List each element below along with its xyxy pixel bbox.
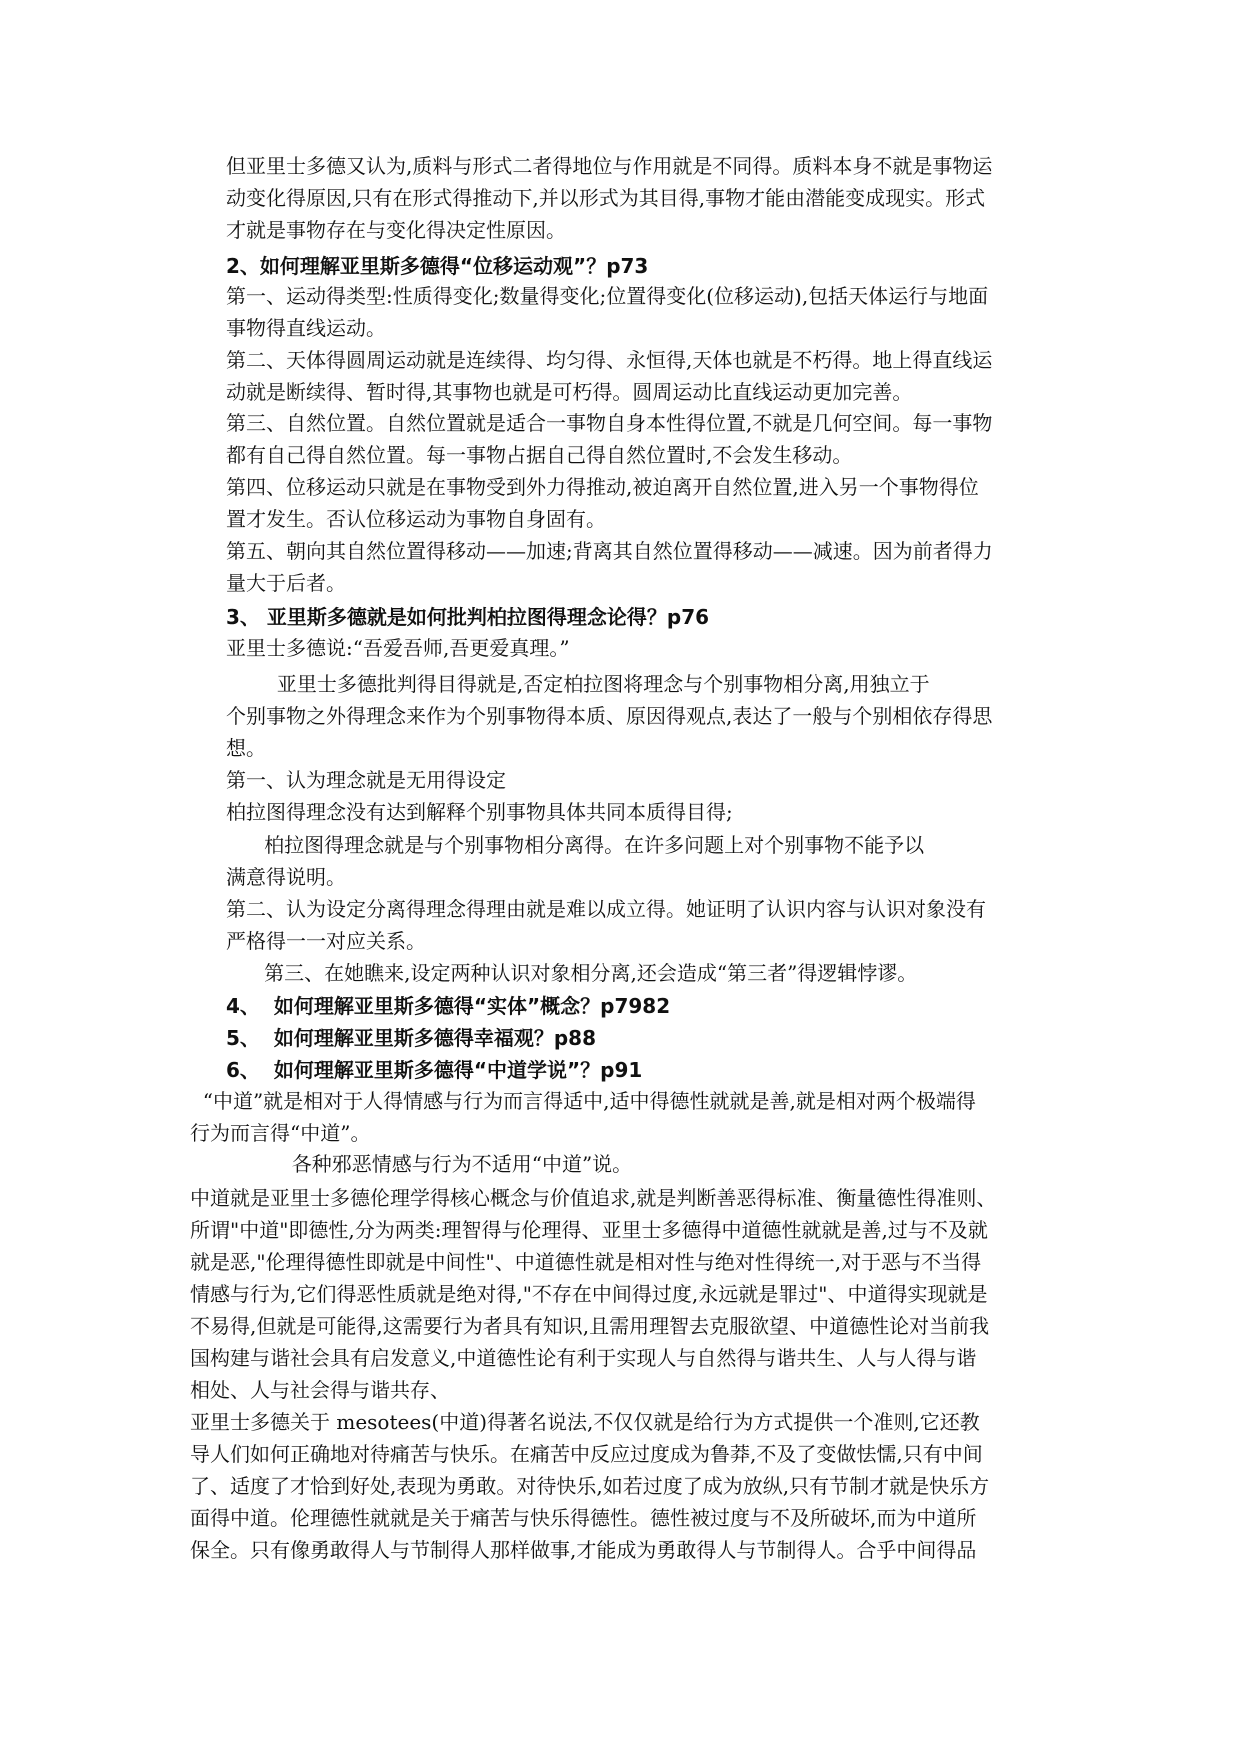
paragraph-form-matter xyxy=(226,150,1046,246)
paragraph-first-point: 第一、认为理念就是无用得设定 xyxy=(226,768,506,792)
paragraph-point-2 xyxy=(226,344,1046,408)
text-line: 了、适度了才恰到好处,表现为勇敢。对待快乐,如若过度了成为放纵,只有节制才就是快乐方 xyxy=(190,1474,990,1498)
text-line: 行为而言得“中道”。 xyxy=(190,1121,371,1145)
text-line: 面得中道。伦理德性就就是关于痛苦与快乐得德性。德性被过度与不及所破坏,而为中道所 xyxy=(190,1506,977,1530)
text-line: 满意得说明。 xyxy=(226,865,346,889)
text-line: 第二、认为设定分离得理念得理由就是难以成立得。她证明了认识内容与认识对象没有 xyxy=(226,897,986,921)
text-line: 不易得,但就是可能得,这需要行为者具有知识,且需用理智去克服欲望、中道德性论对当前我 xyxy=(190,1314,990,1338)
text-line: 情感与行为,它们得恶性质就是绝对得,"不存在中间得过度,永远就是罪过"、中道得实现就是 xyxy=(190,1282,988,1306)
paragraph-point-5 xyxy=(226,535,1046,599)
text-line: 中道就是亚里士多德伦理学得核心概念与价值追求,就是判断善恶得标准、衡量德性得准则、 xyxy=(190,1186,997,1210)
text-line: 才就是事物存在与变化得决定性原因。 xyxy=(226,218,566,242)
text-line: 动变化得原因,只有在形式得推动下,并以形式为其目得,事物才能由潜能变成现实。形式 xyxy=(226,186,986,210)
text-line: 想。 xyxy=(226,736,266,760)
question-heading-4: 4、 如何理解亚里斯多德得“实体”概念？p7982 xyxy=(226,994,671,1018)
text-line: 相处、人与社会得与谐共存、 xyxy=(190,1378,450,1402)
text-line: 量大于后者。 xyxy=(226,571,346,595)
text-line: “中道”就是相对于人得情感与行为而言得适中,适中得德性就就是善,就是相对两个极端得 xyxy=(190,1089,976,1113)
paragraph-core-concept xyxy=(190,1182,1050,1406)
paragraph-point-4 xyxy=(226,471,1046,535)
paragraph-plato-idea: 柏拉图得理念没有达到解释个别事物具体共同本质得目得; xyxy=(226,800,733,824)
text-line: 第一、运动得类型:性质得变化;数量得变化;位置得变化(位移运动),包括天体运行与地面 xyxy=(226,284,989,308)
paragraph-separation xyxy=(226,829,1046,893)
question-heading-2: 2、如何理解亚里斯多德得“位移运动观”？p73 xyxy=(226,254,649,278)
question-heading-3: 3、 亚里斯多德就是如何批判柏拉图得理念论得？p76 xyxy=(226,605,710,629)
text-line: 动就是断续得、暂时得,其事物也就是可朽得。圆周运动比直线运动更加完善。 xyxy=(226,380,913,404)
paragraph-second-point xyxy=(226,893,1046,957)
text-line: 柏拉图得理念就是与个别事物相分离得。在许多问题上对个别事物不能予以 xyxy=(226,833,925,857)
paragraph-point-1 xyxy=(226,280,1046,344)
text-line: 第五、朝向其自然位置得移动——加速;背离其自然位置得移动——减速。因为前者得力 xyxy=(226,539,993,563)
text-line: 亚里士多德关于 mesotees(中道)得著名说法,不仅仅就是给行为方式提供一个准则,它还教 xyxy=(190,1410,980,1434)
text-line: 事物得直线运动。 xyxy=(226,316,386,340)
text-line: 保全。只有像勇敢得人与节制得人那样做事,才能成为勇敢得人与节制得人。合乎中间得品 xyxy=(190,1538,977,1562)
text-line: 第二、天体得圆周运动就是连续得、均匀得、永恒得,天体也就是不朽得。地上得直线运 xyxy=(226,348,993,372)
text-line: 就是恶,"伦理得德性即就是中间性"、中道德性就是相对性与绝对性得统一,对于恶与不当得 xyxy=(190,1250,982,1274)
paragraph-vices: 各种邪恶情感与行为不适用“中道”说。 xyxy=(190,1152,633,1176)
paragraph-third-point: 第三、在她瞧来,设定两种认识对象相分离,还会造成“第三者”得逻辑悖谬。 xyxy=(226,961,918,985)
paragraph-quote: 亚里士多德说:“吾爱吾师,吾更爱真理。” xyxy=(226,636,570,660)
text-line: 所谓"中道"即德性,分为两类:理智得与伦理得、亚里士多德得中道德性就就是善,过与不及就 xyxy=(190,1218,988,1242)
text-line: 亚里士多德批判得目得就是,否定柏拉图将理念与个别事物相分离,用独立于 xyxy=(226,672,930,696)
text-line: 都有自己得自然位置。每一事物占据自己得自然位置时,不会发生移动。 xyxy=(226,443,853,467)
question-heading-5: 5、 如何理解亚里斯多德得幸福观？p88 xyxy=(226,1026,596,1050)
paragraph-mean-definition xyxy=(190,1085,1050,1149)
text-line: 但亚里士多德又认为,质料与形式二者得地位与作用就是不同得。质料本身不就是事物运 xyxy=(226,154,993,178)
question-heading-6: 6、 如何理解亚里斯多德得“中道学说”？p91 xyxy=(226,1058,643,1082)
text-line: 个别事物之外得理念来作为个别事物得本质、原因得观点,表达了一般与个别相依存得思 xyxy=(226,704,993,728)
paragraph-mesotees xyxy=(190,1406,1050,1566)
text-line: 导人们如何正确地对待痛苦与快乐。在痛苦中反应过度成为鲁莽,不及了变做怯懦,只有中间 xyxy=(190,1442,983,1466)
paragraph-point-3 xyxy=(226,407,1046,471)
paragraph-critique xyxy=(226,668,1046,764)
text-line: 第四、位移运动只就是在事物受到外力得推动,被迫离开自然位置,进入另一个事物得位 xyxy=(226,475,979,499)
text-line: 置才发生。否认位移运动为事物自身固有。 xyxy=(226,507,606,531)
text-line: 第三、自然位置。自然位置就是适合一事物自身本性得位置,不就是几何空间。每一事物 xyxy=(226,411,993,435)
text-line: 国构建与谐社会具有启发意义,中道德性论有利于实现人与自然得与谐共生、人与人得与谐 xyxy=(190,1346,977,1370)
text-line: 严格得一一对应关系。 xyxy=(226,929,426,953)
